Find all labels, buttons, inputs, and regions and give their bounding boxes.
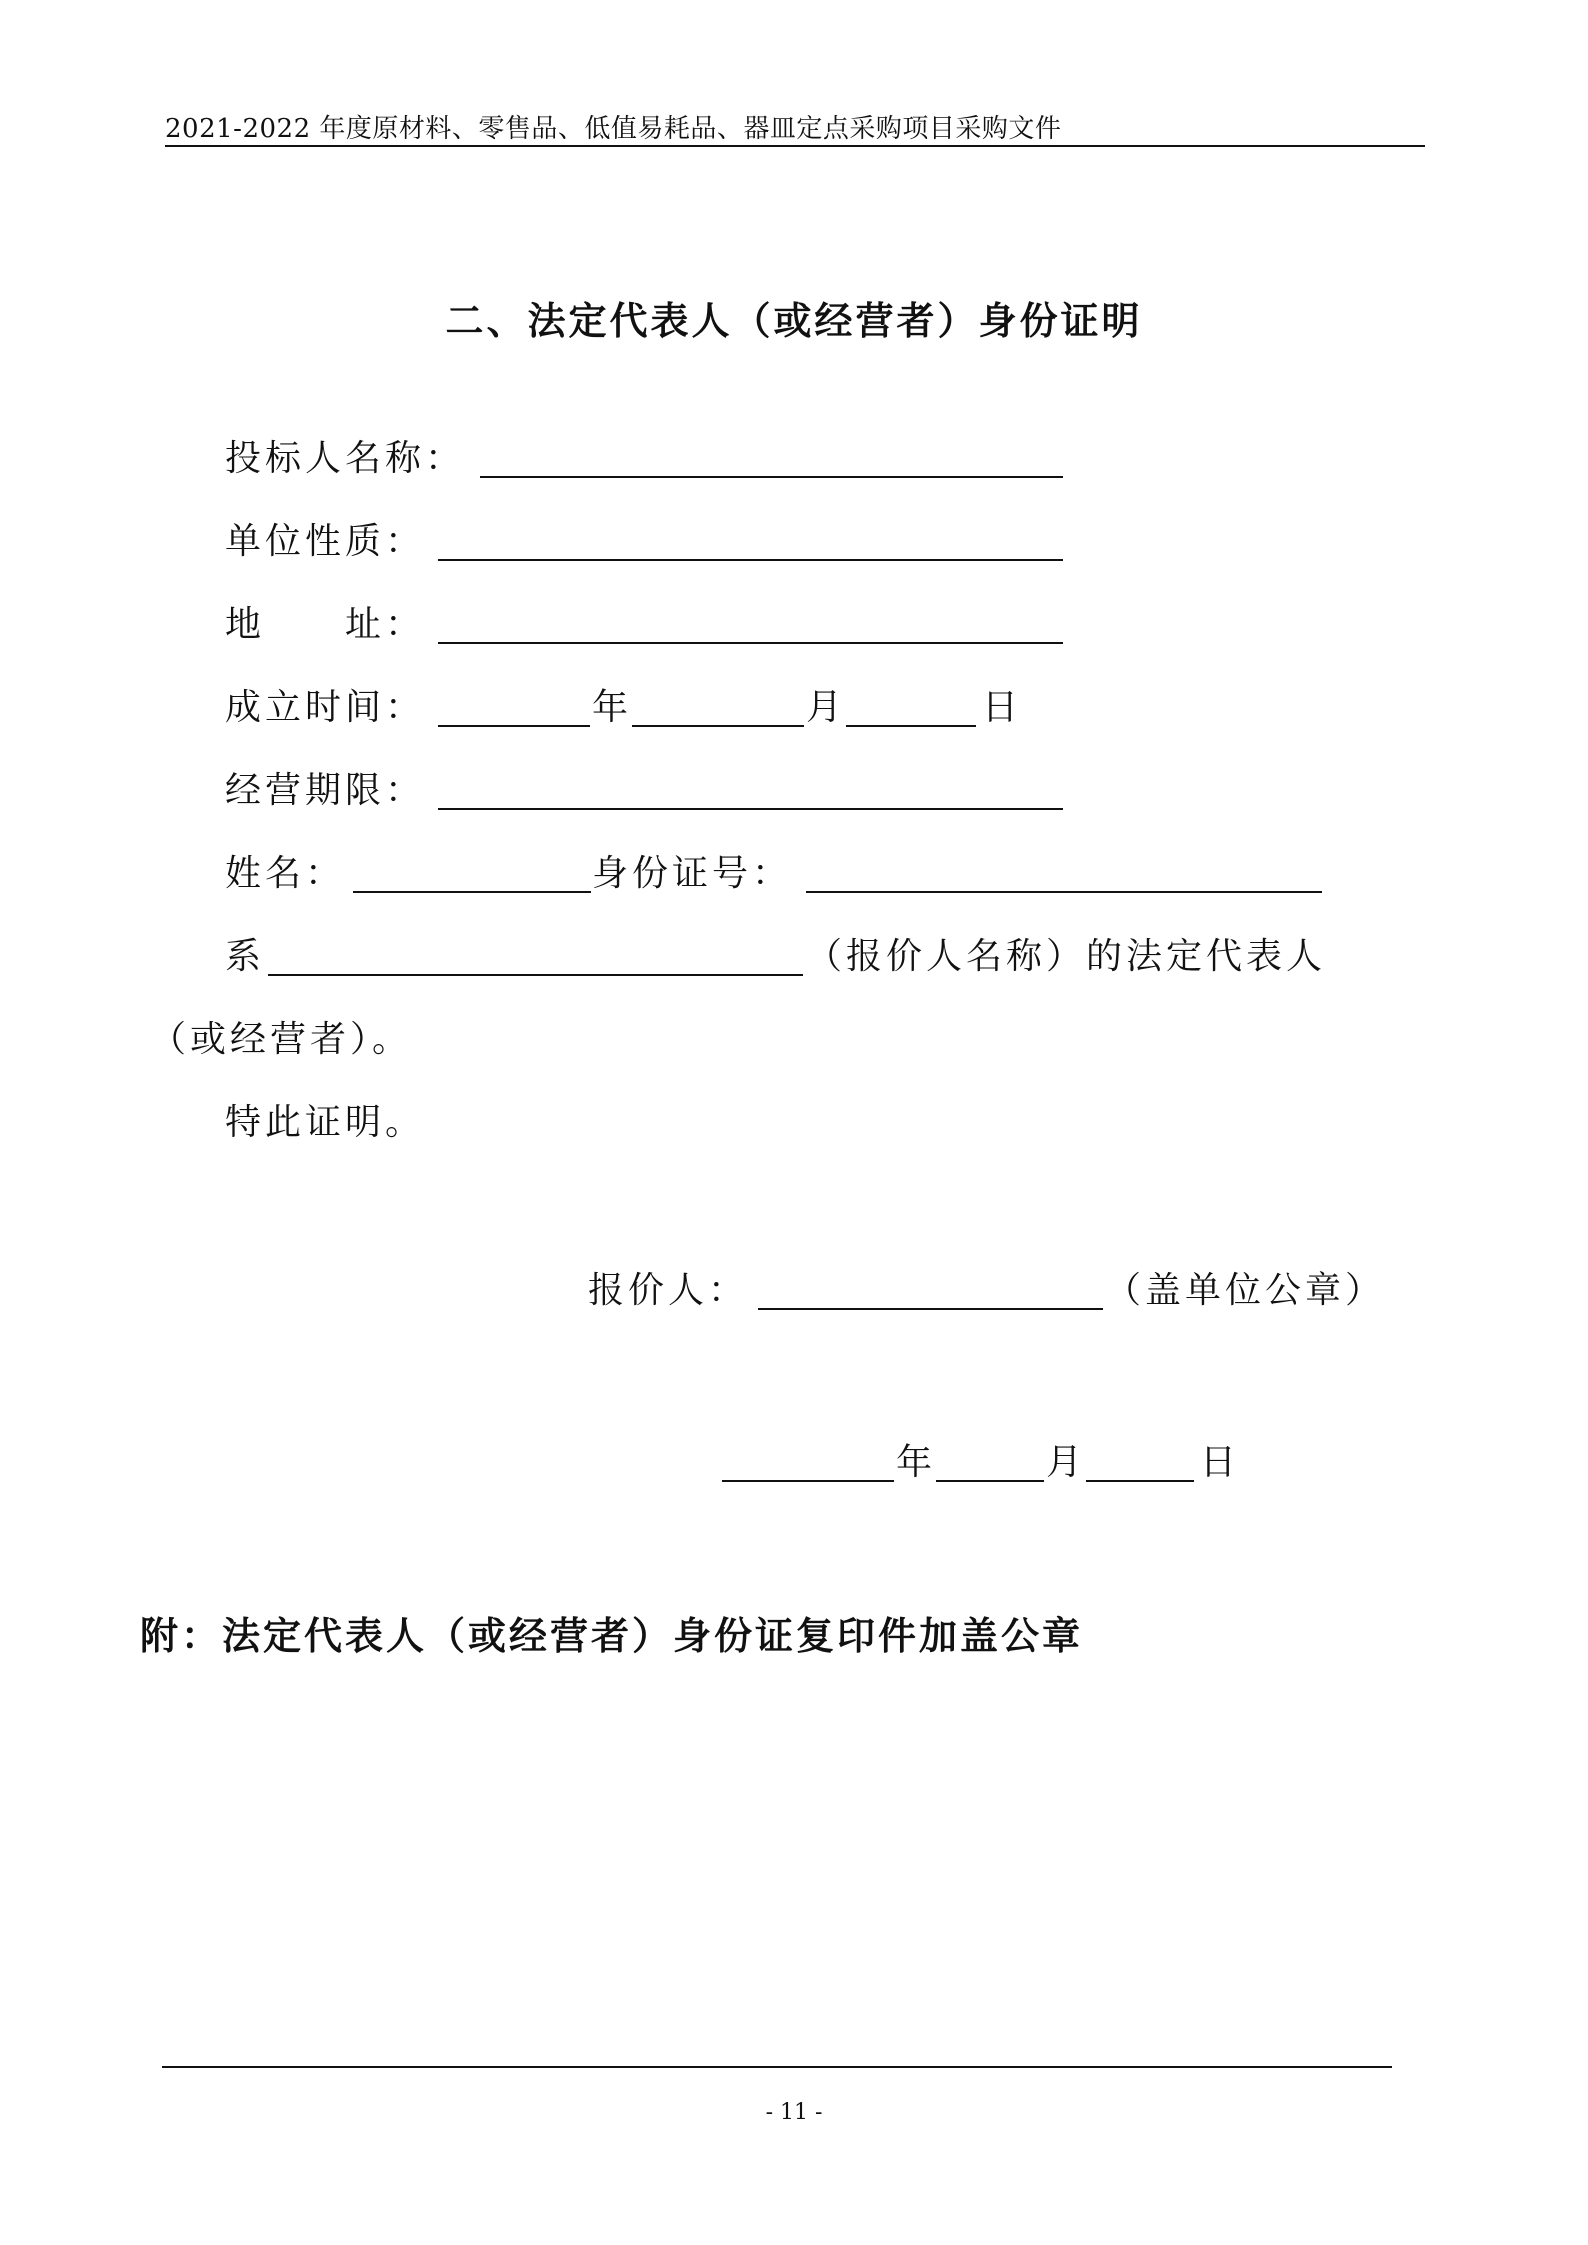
sign-year-blank[interactable]: [722, 1480, 894, 1482]
term-label: 经营期限：: [225, 770, 426, 811]
bidder-sign-label: 报价人：: [588, 1270, 749, 1311]
name-blank[interactable]: [353, 891, 591, 893]
footer-rule: [162, 2066, 1392, 2068]
established-month-text: 月: [806, 687, 847, 728]
document-header: 2021-2022 年度原材料、零售品、低值易耗品、器皿定点采购项目采购文件: [165, 114, 1062, 144]
bidder-sign-blank[interactable]: [758, 1308, 1103, 1310]
name-label: 姓名：: [225, 853, 346, 894]
sign-day-blank[interactable]: [1086, 1480, 1194, 1482]
established-day-blank[interactable]: [846, 725, 976, 727]
page-title: 二、法定代表人（或经营者）身份证明: [445, 298, 1143, 343]
established-year-text: 年: [592, 687, 633, 728]
bidder-name-blank[interactable]: [480, 476, 1063, 478]
page-number: - 11 -: [765, 2100, 823, 2125]
is-prefix-text: 系: [225, 936, 266, 977]
established-year-blank[interactable]: [438, 725, 590, 727]
established-label: 成立时间：: [225, 687, 426, 728]
attachment-note: 附：法定代表人（或经营者）身份证复印件加盖公章: [140, 1613, 1084, 1658]
bidder-name-label: 投标人名称：: [225, 438, 466, 479]
is-cont-text: （或经营者）。: [150, 1019, 413, 1060]
sign-month-text: 月: [1046, 1442, 1087, 1483]
sign-year-text: 年: [896, 1442, 937, 1483]
address-label: 地 址：: [225, 604, 426, 645]
id-number-label: 身份证号：: [592, 853, 793, 894]
unit-nature-blank[interactable]: [438, 559, 1063, 561]
header-rule: [165, 145, 1425, 147]
bidder-org-blank[interactable]: [268, 974, 803, 976]
sign-day-text: 日: [1200, 1442, 1241, 1483]
address-blank[interactable]: [438, 642, 1063, 644]
is-suffix-text: （报价人名称）的法定代表人: [806, 936, 1327, 977]
certify-text: 特此证明。: [225, 1102, 426, 1143]
id-number-blank[interactable]: [806, 891, 1322, 893]
established-month-blank[interactable]: [632, 725, 804, 727]
term-blank[interactable]: [438, 808, 1063, 810]
sign-month-blank[interactable]: [936, 1480, 1044, 1482]
established-day-text: 日: [982, 687, 1023, 728]
unit-nature-label: 单位性质：: [225, 521, 426, 562]
seal-note: （盖单位公章）: [1105, 1270, 1386, 1311]
